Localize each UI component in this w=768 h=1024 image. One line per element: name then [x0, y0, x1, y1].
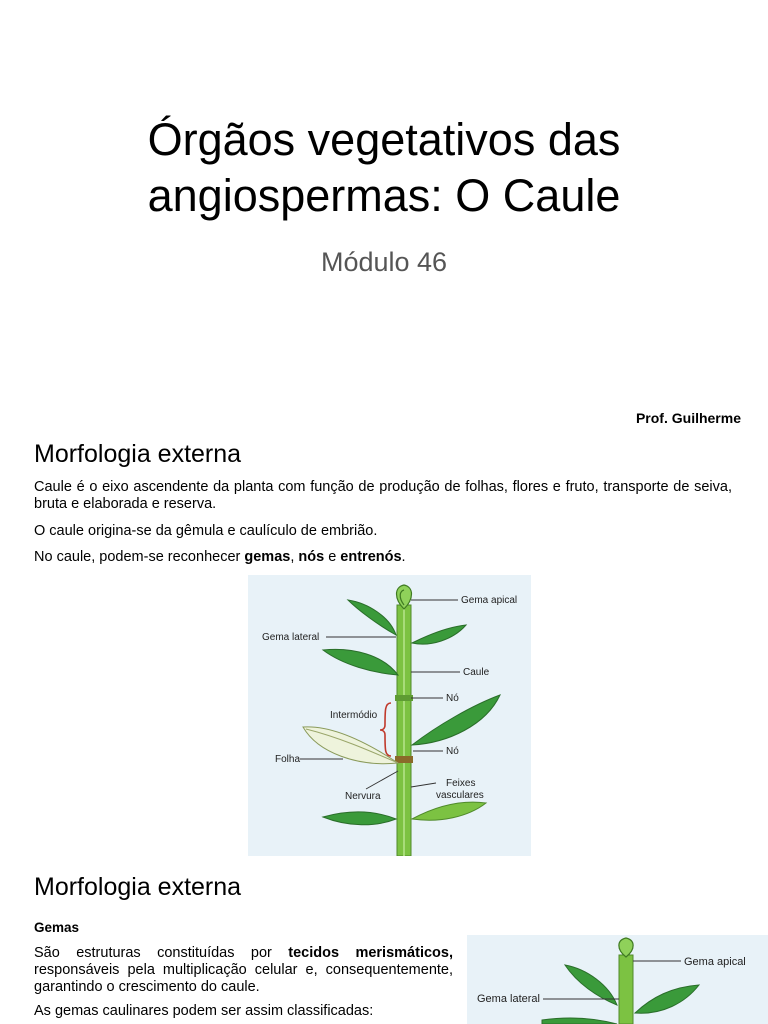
term-gemas: gemas [244, 549, 291, 565]
label-folha: Folha [275, 754, 301, 765]
parts-separator-1: , [290, 549, 299, 565]
leaf-bottom-left [323, 812, 396, 825]
parts-prefix: No caule, podem-se reconhecer [34, 549, 245, 565]
label-no-2: Nó [446, 746, 459, 757]
node-marker-1 [395, 695, 413, 701]
label-intermodio: Intermódio [330, 710, 378, 721]
term-tecidos: tecidos merismáticos, [288, 945, 453, 961]
label-no-1: Nó [446, 693, 459, 704]
author-name: Prof. Guilherme [635, 410, 741, 426]
label-gema-lateral: Gema lateral [262, 632, 320, 643]
label-gema-apical-2: Gema apical [684, 956, 746, 968]
label-caule: Caule [463, 667, 490, 678]
paragraph-parts [34, 549, 732, 566]
label-nervura: Nervura [345, 791, 381, 802]
gemas-prefix: São estruturas constituídas por [34, 945, 289, 961]
leaf-top-right [412, 625, 466, 644]
term-nos: nós [298, 549, 325, 565]
slide-subtitle: Módulo 46 [320, 247, 448, 277]
node-marker-2 [395, 756, 413, 763]
paragraph-origin: O caule origina-se da gêmula e caulículo de embrião. [34, 523, 378, 539]
title-line-1: Órgãos vegetativos das [147, 114, 621, 165]
stem-diagram-2 [467, 935, 768, 1024]
paragraph-definition: Caule é o eixo ascendente da planta com função de produção de folhas, flores e fruto, transporte de seiva, bruta e elaborada e reserva. [34, 479, 732, 512]
stem-diagram [248, 575, 531, 856]
apical-bud-2 [619, 938, 633, 957]
label-vasculares: vasculares [436, 790, 484, 801]
label-feixes: Feixes [446, 778, 476, 789]
title-line-2: angiospermas: O Caule [147, 170, 621, 221]
paragraph-classification: As gemas caulinares podem ser assim classificadas: [34, 1003, 374, 1019]
paragraph-gemas [34, 945, 453, 996]
term-entrenos: entrenós [340, 549, 402, 565]
internode-bracket [380, 703, 391, 756]
section-heading-2: Morfologia externa [34, 873, 242, 901]
leaf-2-right [635, 985, 699, 1013]
slide-title [0, 112, 768, 224]
section-heading: Morfologia externa [34, 440, 242, 468]
leaf-top-left [348, 600, 396, 635]
gemas-suffix: responsáveis pela multiplicação celular e, consequentemente, garantindo o crescimento do caule. [34, 962, 453, 995]
leaf-bottom-right [412, 802, 486, 820]
leaf-mid-left [323, 649, 398, 675]
subheading-gemas: Gemas [34, 920, 80, 935]
parts-suffix: . [401, 549, 406, 565]
label-gema-lateral-2: Gema lateral [477, 993, 540, 1005]
label-gema-apical: Gema apical [461, 595, 518, 606]
parts-separator-2: e [324, 549, 341, 565]
